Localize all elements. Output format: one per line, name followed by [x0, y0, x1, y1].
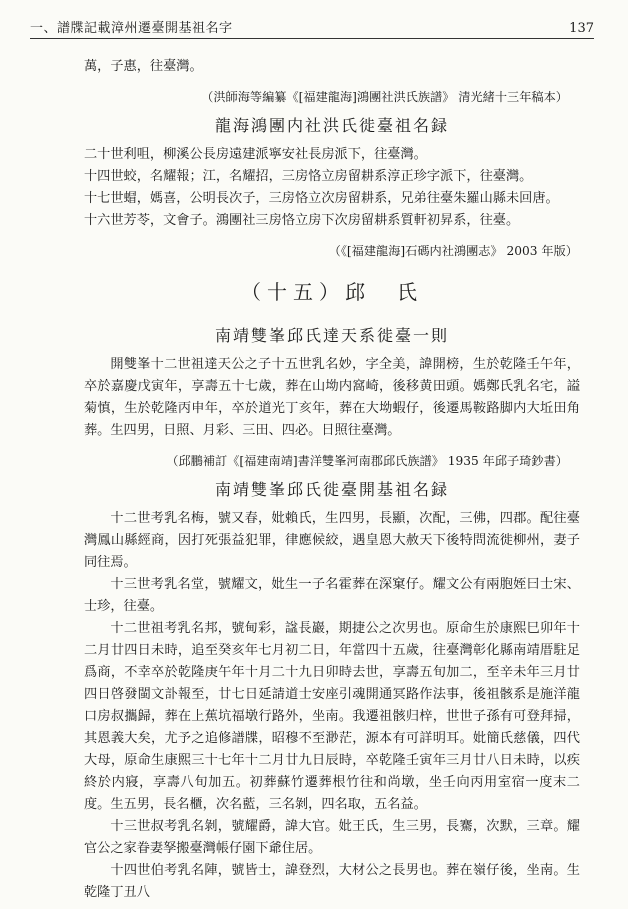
genealogy-line: 十七世蝐，媽喜，公明長次子，三房恪立次房留耕系，兄弟往臺朱羅山縣未回唐。 [84, 191, 559, 206]
body-paragraph: 十二世祖考乳名邦，號甸彩，諡長巖，期捷公之次男也。原命生於康熙巳卯年十二月廿四日未時，追至癸亥年七月初二日，年當四十五歲，往臺灣彰化縣南靖厝駐足爲商，不幸卒於乾隆庚午年十月二十九日卯時去世，享壽五旬加二，至辛未年三月廿四日啓發閩文訃報至，廿七日延請道士安座引魂開通冥路作法事，後祖骸系是施洋龍口房叔攜歸，葬在上蕉坑福墩行路外，坐南。我遷祖骸归梓，世世子孫有可登拜掃，其恩義大矣，尤予之追修譜牒，昭穆不至渺茫，源本有可詳明耳。妣簡氏慈儀，四代大母，原命生康熙三十七年十二月廿九日辰時，卒乾隆壬寅年三月廿八日未時，以疾終於内寢，享壽八旬加五。初葬蘇竹遷葬根竹往和尚墩，坐壬向丙用室宿一度末二度。生五男，長名櫃，次名藍，三名剝，四名取，五名益。 [84, 621, 580, 812]
page-body [84, 56, 580, 904]
body-paragraph: 十四世伯考乳名陣，號皆士，諱登烈，大材公之長男也。葬在嶺仔後，坐南。生乾隆丁丑八 [84, 863, 580, 900]
source-citation: （洪師海等編纂《[福建龍海]鴻團社洪氏族譜》 清光緒十三年稿本） [201, 90, 568, 104]
running-header [30, 20, 594, 39]
body-paragraph: 開雙峯十二世祖達天公之子十五世乳名妙，字全美，諱開榜，生於乾隆壬午年，卒於嘉慶戊寅年，享壽五十七歲，葬在山坳内窩崎，後移黄田頭。媽鄭氏乳名宅，謚菊慎，生於乾隆丙申年，卒於道光丁亥年，葬在大坳蝦仔，後遷馬鞍路脚内大坵田角葬。生四男，日照、月彩、三田、四必。日照往臺灣。 [84, 357, 580, 438]
continued-text: 萬，子惠，往臺灣。 [84, 59, 203, 74]
running-header-title: 一、譜牒記載漳州遷臺開基祖名字 [30, 21, 233, 36]
page-number: 137 [569, 21, 594, 36]
body-paragraph: 十三世考乳名堂，號耀文，妣生一子名霍葬在深窠仔。耀文公有兩胞姪曰士宋、士珍，往臺。 [84, 577, 580, 614]
genealogy-line: 十四世蛟，名耀報；江，名耀招，三房恪立房留耕系淳正珍字派下，往臺灣。 [84, 169, 533, 184]
subsection-title: 南靖雙峯邱氏達天系徙臺一則 [214, 326, 449, 345]
body-paragraph: 十三世叔考乳名剝，號耀爵，諱大官。妣王氏，生三男，長騫，次默，三章。耀官公之家眷妻孥搬臺灣帳仔園下爺住居。 [84, 819, 580, 856]
source-citation: （《[福建龍海]石碼内社鴻團志》 2003 年版） [328, 244, 578, 258]
body-paragraph: 十二世考乳名梅，號又春，妣賴氏，生四男，長顯，次配，三佛，四郡。配往臺灣鳳山縣經商，因打死張益犯罪，律應候絞，遇皇恩大赦天下後特問流徙柳州，妻子同往焉。 [84, 511, 580, 570]
section-title: （十五）邱 氏 [241, 280, 423, 304]
subsection-title: 南靖雙峯邱氏徙臺開基祖名録 [214, 480, 449, 499]
genealogy-line: 二十世利咀，柳溪公長房遠建派寧安社長房派下，往臺灣。 [84, 147, 427, 162]
subsection-title: 龍海鴻團内社洪氏徙臺祖名録 [214, 116, 449, 135]
genealogy-line: 十六世芳苓，文會子。鴻團社三房恪立房下次房留耕系質軒初昇系，往臺。 [84, 213, 520, 228]
source-citation: （邱鵬補訂《[福建南靖]書洋雙峯河南郡邱氏族譜》 1935 年邱子琦鈔書） [166, 454, 568, 468]
